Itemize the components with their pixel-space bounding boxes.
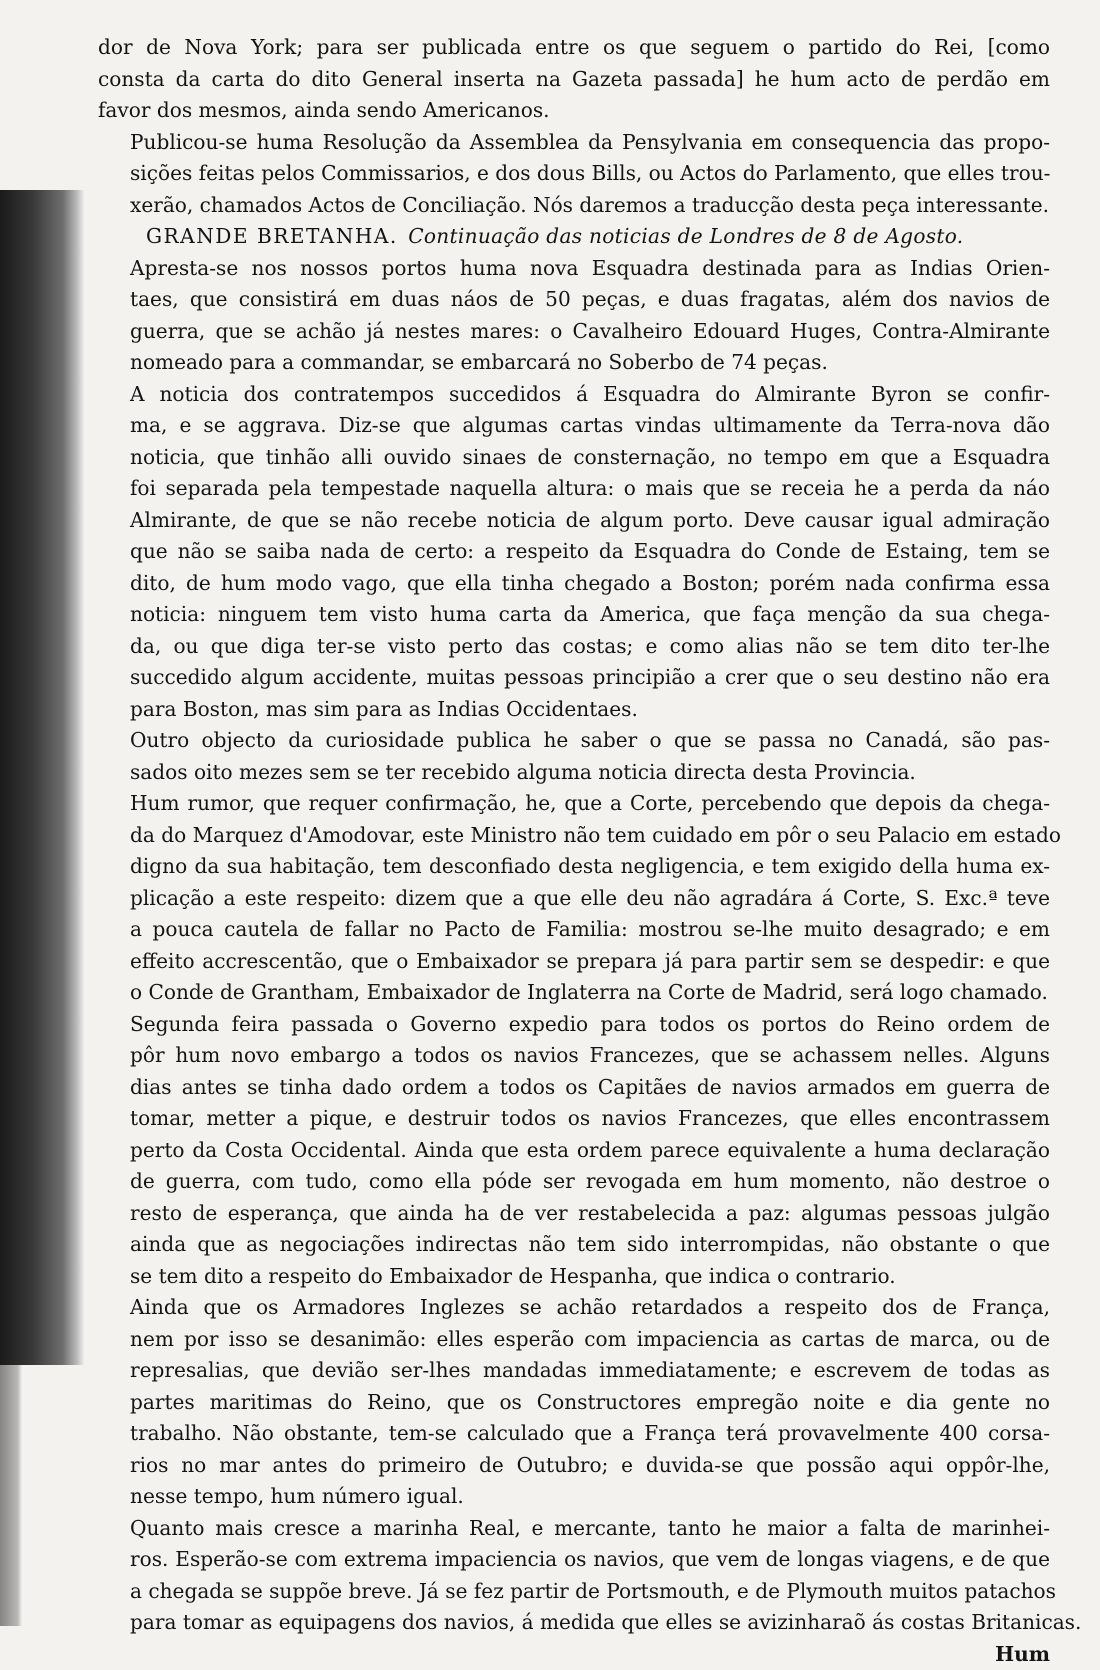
text-line: Segunda feira passada o Governo expedio para todos os portos do Reino ordem de [98,1009,1050,1041]
text-line: para Boston, mas sim para as Indias Occidentaes. [98,694,1050,726]
text-line: nomeado para a commandar, se embarcará no Soberbo de 74 peças. [98,347,1050,379]
text-line: guerra, que se achão já nestes mares: o Cavalheiro Edouard Huges, Contra-Almirante [98,316,1050,348]
text-line: consta da carta do dito General inserta na Gazeta passada] he hum acto de perdão em [98,64,1050,96]
document-page [98,32,1050,1612]
text-line: partes maritimas do Reino, que os Constructores empregão noite e dia gente no [98,1387,1050,1419]
text-line: nem por isso se desanimão: elles esperão com impaciencia as cartas de marca, ou de [98,1324,1050,1356]
text-line: digno da sua habitação, tem desconfiado desta negligencia, e tem exigido della huma ex- [98,851,1050,883]
text-line: dor de Nova York; para ser publicada entre os que seguem o partido do Rei, [como [98,32,1050,64]
text-line: xerão, chamados Actos de Conciliação. Nós daremos a traducção desta peça interessante. [98,190,1050,222]
text-line: Hum rumor, que requer confirmação, he, que a Corte, percebendo que depois da chega- [98,788,1050,820]
text-line: rios no mar antes do primeiro de Outubro; e duvida-se que possão aqui oppôr-lhe, [98,1450,1050,1482]
paragraph [98,1009,1050,1293]
text-line: Outro objecto da curiosidade publica he saber o que se passa no Canadá, são pas- [98,725,1050,757]
text-line: perto da Costa Occidental. Ainda que esta ordem parece equivalente a huma declaração [98,1135,1050,1167]
text-line: foi separada pela tempestade naquella altura: o mais que se receia he a perda da náo [98,473,1050,505]
text-line: da, ou que diga ter-se visto perto das costas; e como alias não se tem dito ter-lhe [98,631,1050,663]
paragraph [98,32,1050,127]
text-line: effeito accrescentão, que o Embaixador se prepara já para partir sem se despedir: e que [98,946,1050,978]
text-line: Apresta-se nos nossos portos huma nova Esquadra destinada para as Indias Orien- [98,253,1050,285]
text-line: ma, e se aggrava. Diz-se que algumas cartas vindas ultimamente da Terra-nova dão [98,410,1050,442]
text-line: Quanto mais cresce a marinha Real, e mercante, tanto he maior a falta de marinhei- [98,1513,1050,1545]
text-line: ros. Esperão-se com extrema impaciencia os navios, que vem de longas viagens, e de que [98,1544,1050,1576]
text-line: o Conde de Grantham, Embaixador de Inglaterra na Corte de Madrid, será logo chamado. [98,977,1050,1009]
text-line: noticia, que tinhão alli ouvido sinaes de consternação, no tempo em que a Esquadra [98,442,1050,474]
text-line: sados oito mezes sem se ter recebido alguma noticia directa desta Provincia. [98,757,1050,789]
text-line: noticia: ninguem tem visto huma carta da America, que faça menção da sua chega- [98,599,1050,631]
text-line: represalias, que devião ser-lhes mandadas immediatamente; e escrevem de todas as [98,1355,1050,1387]
text-line: pôr hum novo embargo a todos os navios Francezes, que se achassem nelles. Alguns [98,1040,1050,1072]
section-heading [98,221,1050,253]
text-line: trabalho. Não obstante, tem-se calculado que a França terá provavelmente 400 corsa- [98,1418,1050,1450]
text-line: tomar, metter a pique, e destruir todos os navios Francezes, que elles encontrassem [98,1103,1050,1135]
text-line: a chegada se suppõe breve. Já se fez partir de Portsmouth, e de Plymouth muitos patachos [98,1576,1050,1608]
text-line: Ainda que os Armadores Inglezes se achão retardados a respeito dos de França, [98,1292,1050,1324]
text-line: para tomar as equipagens dos navios, á medida que elles se avizinharaõ ás costas Britanicas. [98,1607,1050,1639]
text-line: succedido algum accidente, muitas pessoas principião a crer que o seu destino não era [98,662,1050,694]
section-heading-subtitle: Continuação das noticias de Londres de 8 de Agosto. [408,224,963,248]
text-line: A noticia dos contratempos succedidos á Esquadra do Almirante Byron se confir- [98,379,1050,411]
text-line: taes, que consistirá em duas náos de 50 peças, e duas fragatas, além dos navios de [98,284,1050,316]
text-line: ainda que as negociações indirectas não tem sido interrompidas, não obstante o que [98,1229,1050,1261]
text-line: resto de esperança, que ainda ha de ver restabelecida a paz: algumas pessoas julgão [98,1198,1050,1230]
catchword: Hum [98,1639,1050,1670]
text-line: da do Marquez d'Amodovar, este Ministro não tem cuidado em pôr o seu Palacio em estado [98,820,1050,852]
text-line: de guerra, com tudo, como ella póde ser revogada em hum momento, não destroe o [98,1166,1050,1198]
paragraph [98,379,1050,726]
paragraph [98,1292,1050,1513]
text-line: dito, de hum modo vago, que ella tinha chegado a Boston; porém nada confirma essa [98,568,1050,600]
text-body [98,32,1050,1639]
text-line: favor dos mesmos, ainda sendo Americanos. [98,95,1050,127]
paragraph [98,253,1050,379]
text-line: a pouca cautela de fallar no Pacto de Familia: mostrou se-lhe muito desagrado; e em [98,914,1050,946]
text-line: Publicou-se huma Resolução da Assemblea da Pensylvania em consequencia das propo- [98,127,1050,159]
text-line: plicação a este respeito: dizem que a que elle deu não agradára á Corte, S. Exc.ª teve [98,883,1050,915]
text-line: sições feitas pelos Commissarios, e dos dous Bills, ou Actos do Parlamento, que elles trou- [98,158,1050,190]
paragraph [98,127,1050,222]
text-line: se tem dito a respeito do Embaixador de Hespanha, que indica o contrario. [98,1261,1050,1293]
page-edge-shadow-lower [0,1365,22,1626]
paragraph [98,788,1050,1009]
text-line: Almirante, de que se não recebe noticia de algum porto. Deve causar igual admiração [98,505,1050,537]
page-edge-shadow [0,190,84,1365]
text-line: que não se saiba nada de certo: a respeito da Esquadra do Conde de Estaing, tem se [98,536,1050,568]
section-heading-title: GRANDE BRETANHA. [146,224,398,248]
paragraph [98,1513,1050,1639]
text-line: nesse tempo, hum número igual. [98,1481,1050,1513]
text-line: dias antes se tinha dado ordem a todos os Capitães de navios armados em guerra de [98,1072,1050,1104]
paragraph [98,725,1050,788]
